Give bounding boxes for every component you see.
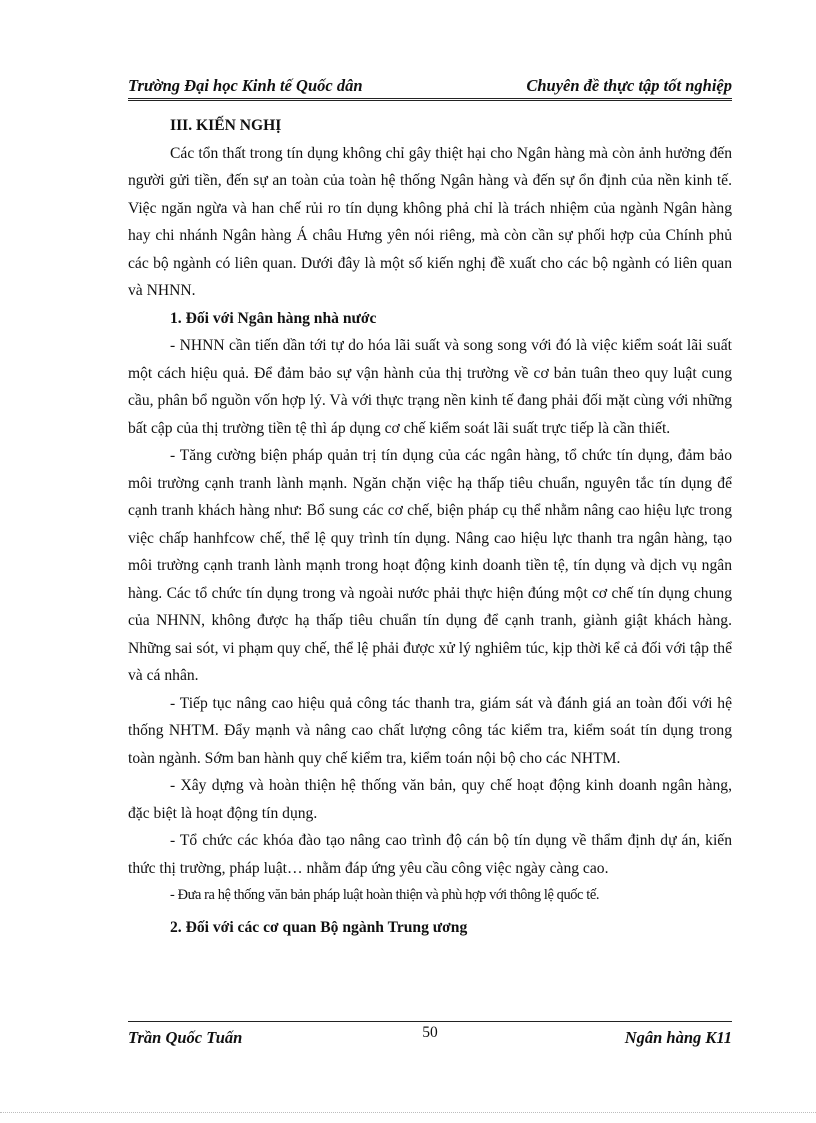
paragraph-training: - Tổ chức các khóa đào tạo nâng cao trình độ cán bộ tín dụng về thẩm định dự án, kiến thức thị trường, pháp luật… nhằm đáp ứng yêu cầu công việc ngày càng cao. [128, 832, 732, 877]
page-content [128, 112, 732, 941]
page-header [128, 74, 732, 101]
paragraph-inspection: - Tiếp tục nâng cao hiệu quả công tác thanh tra, giám sát và đánh giá an toàn đối với hệ thống NHTM. Đẩy mạnh và nâng cao chất lượng công tác kiểm tra, kiểm soát tín dụng trong toàn ngành. Sớm ban hành quy chế kiểm tra, kiểm toán nội bộ cho các NHTM. [128, 694, 732, 767]
paragraph-credit-management: - Tăng cường biện pháp quản trị tín dụng của các ngân hàng, tổ chức tín dụng, đảm bảo môi trường cạnh tranh lành mạnh. Ngăn chặn việc hạ thấp tiêu chuẩn, nguyên tắc tín dụng để cạnh tranh khách hàng như: Bổ sung các cơ chế, biện pháp cụ thể nhằm nâng cao hiệu lực trong việc chấp hanhfcow chế, thể lệ quy trình tín dụng. Nâng cao hiệu lực thanh tra ngân hàng, tạo môi trường cạnh tranh lành mạnh trong hoạt động kinh doanh tiền tệ, tín dụng và dịch vụ ngân hàng. Các tổ chức tín dụng trong và ngoài nước phải thực hiện đúng một cơ chế tín dụng chung của NHNN, không được hạ thấp tiêu chuẩn tín dụng để cạnh tranh, giành giật khách hàng. Những sai sót, vi phạm quy chế, thể lệ phải được xử lý nghiêm túc, kịp thời kể cả đối với tập thể và cá nhân. [128, 447, 732, 684]
subsection-title-state-bank: 1. Đối với Ngân hàng nhà nước [170, 309, 377, 327]
paragraph-regulations: - Xây dựng và hoàn thiện hệ thống văn bản, quy chế hoạt động kinh doanh ngân hàng, đặc biệt là hoạt động tín dụng. [128, 777, 732, 822]
paragraph-legal-system: - Đưa ra hệ thống văn bản pháp luật hoàn thiện và phù hợp với thông lệ quốc tế. [170, 887, 600, 903]
page-footer [128, 1021, 732, 1052]
header-document-type: Chuyên đề thực tập tốt nghiệp [526, 76, 732, 95]
page-bottom-divider [0, 1112, 816, 1113]
paragraph-interest-rate: - NHNN cần tiến dần tới tự do hóa lãi suất và song song với đó là việc kiểm soát lãi suất một cách hiệu quả. Để đảm bảo sự vận hành của thị trường về cơ bản tuân theo quy luật cung cầu, phân bổ nguồn vốn hợp lý. Và với thực trạng nền kinh tế đang phải đối mặt cùng với những bất cập của thị trường tiền tệ thì áp dụng cơ chế kiểm soát lãi suất trực tiếp là cần thiết. [128, 337, 732, 437]
header-university: Trường Đại học Kinh tế Quốc dân [128, 76, 363, 95]
subsection-title-ministries: 2. Đối với các cơ quan Bộ ngành Trung ương [170, 918, 468, 936]
page-number: 50 [422, 1024, 438, 1041]
footer-class: Ngân hàng K11 [624, 1028, 732, 1047]
section-title: III. KIẾN NGHỊ [170, 117, 282, 134]
section-intro-paragraph: Các tổn thất trong tín dụng không chỉ gây thiệt hại cho Ngân hàng mà còn ảnh hưởng đến người gửi tiền, đến sự an toàn của toàn hệ thống Ngân hàng và đến sự ổn định của nền kinh tế. Việc ngăn ngừa và han chế rủi ro tín dụng không phả chỉ là trách nhiệm của ngành Ngân hàng hay chi nhánh Ngân hàng Á châu Hưng yên nói riêng, mà còn cần sự phối hợp của Chính phủ các bộ ngành có liên quan. Dưới đây là một số kiến nghị đề xuất cho các bộ ngành có liên quan và NHNN. [128, 144, 732, 299]
footer-author: Trần Quốc Tuấn [128, 1028, 243, 1047]
